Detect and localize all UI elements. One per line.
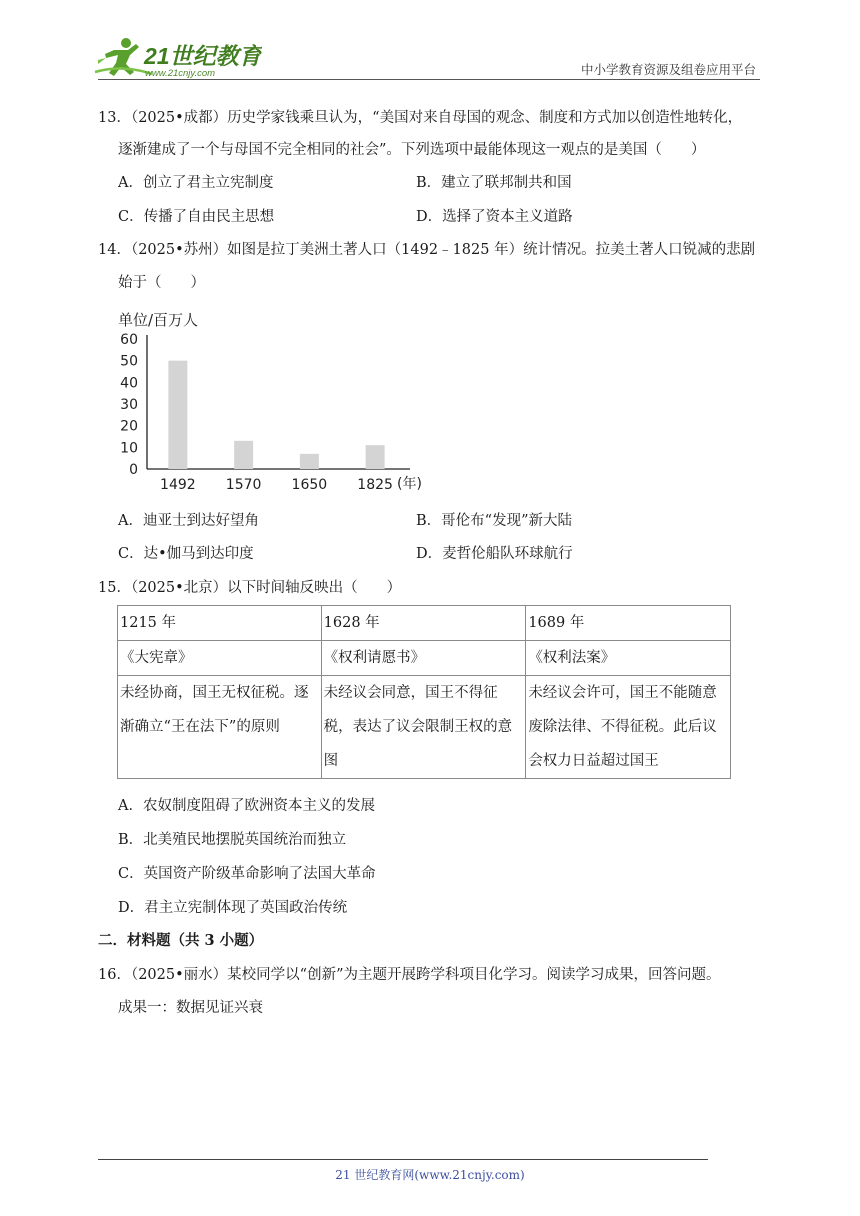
chart-bar-1825 [366, 445, 385, 469]
q13-option-d: D．选择了资本主义道路 [416, 209, 573, 225]
q13-line2: 逐渐建成了一个与母国不完全相同的社会”。下列选项中最能体现这一观点的是美国（ ） [118, 142, 706, 158]
q14-option-b: B．哥伦布“发现”新大陆 [416, 513, 572, 529]
site-logo [92, 34, 262, 80]
chart-xlabel: (年) [397, 476, 422, 492]
timeline-content-cell: 未经议会许可，国王不能随意废除法律、不得征税。此后议会权力日益超过国王 [526, 676, 731, 779]
timeline-year-cell: 1215 年 [118, 606, 322, 641]
chart-xtick-label: 1825 [357, 477, 393, 493]
q15-option-c: C．英国资产阶级革命影响了法国大革命 [118, 866, 376, 882]
q14-option-c: C．达•伽马到达印度 [118, 546, 254, 562]
q16-line1: 16．（2025•丽水）某校同学以“创新”为主题开展跨学科项目化学习。阅读学习成果，回答问题。 [98, 967, 721, 983]
chart-bar-1570 [234, 441, 253, 469]
q14-line2: 始于（ ） [118, 275, 205, 291]
chart-ytick-label: 20 [120, 418, 138, 435]
timeline-doc-cell: 《权利法案》 [526, 641, 731, 676]
chart-xtick-label: 1650 [291, 477, 328, 493]
q14-line1: 14．（2025•苏州）如图是拉丁美洲土著人口（1492﹣1825 年）统计情况。拉美土著人口锐减的悲剧 [98, 242, 756, 258]
q13-option-c: C．传播了自由民主思想 [118, 209, 275, 225]
q15-option-a: A．农奴制度阻碍了欧洲资本主义的发展 [118, 798, 375, 814]
chart-ytick-label: 0 [129, 462, 138, 478]
timeline-doc-cell: 《大宪章》 [118, 641, 322, 676]
header-divider [98, 79, 760, 80]
logo-runner-icon [92, 34, 262, 80]
timeline-content-row [118, 676, 731, 779]
chart-bar-1492 [168, 361, 187, 469]
timeline-content-cell: 未经议会同意，国王不得征税，表达了议会限制王权的意图 [321, 676, 526, 779]
footer-divider [98, 1159, 708, 1160]
chart-xtick-label: 1492 [160, 477, 196, 493]
chart-bar-1650 [300, 454, 319, 469]
timeline-table [117, 605, 731, 779]
section-title: 二．材料题（共 3 小题） [98, 932, 264, 949]
population-bar-chart [110, 305, 450, 500]
chart-xtick-label: 1570 [225, 477, 262, 493]
chart-ytick-label: 60 [120, 332, 138, 348]
timeline-year-row [118, 606, 731, 641]
chart-ytick-label: 50 [120, 353, 138, 370]
timeline-year-cell: 1628 年 [321, 606, 526, 641]
chart-ylabel: 单位/百万人 [118, 311, 199, 329]
timeline-doc-cell: 《权利请愿书》 [321, 641, 526, 676]
timeline-year-cell: 1689 年 [526, 606, 731, 641]
q13-line1: 13．（2025•成都）历史学家钱乘旦认为，“美国对来自母国的观念、制度和方式加以创造性地转化， [98, 110, 743, 126]
logo-text: 21世纪教育 [144, 43, 262, 69]
q16-line2: 成果一：数据见证兴衰 [118, 1000, 263, 1016]
q15-option-d: D．君主立宪制体现了英国政治传统 [118, 900, 348, 916]
q13-option-b: B．建立了联邦制共和国 [416, 175, 572, 191]
chart-ytick-label: 30 [120, 397, 138, 413]
q15-option-b: B．北美殖民地摆脱英国统治而独立 [118, 832, 347, 848]
q13-option-a: A．创立了君主立宪制度 [118, 175, 274, 191]
logo-url: www.21cnjy.com [145, 68, 216, 79]
chart-ytick-label: 40 [120, 375, 138, 392]
timeline-content-cell: 未经协商，国王无权征税。逐渐确立“王在法下”的原则 [118, 676, 322, 779]
chart-ytick-label: 10 [120, 440, 138, 457]
timeline-doc-row [118, 641, 731, 676]
q14-option-a: A．迪亚士到达好望角 [118, 513, 259, 529]
q15-line1: 15．（2025•北京）以下时间轴反映出（ ） [98, 580, 402, 596]
q14-option-d: D．麦哲伦船队环球航行 [416, 546, 573, 562]
header-platform-text: 中小学教育资源及组卷应用平台 [580, 62, 756, 77]
footer-text: 21 世纪教育网(www.21cnjy.com) [335, 1168, 525, 1182]
